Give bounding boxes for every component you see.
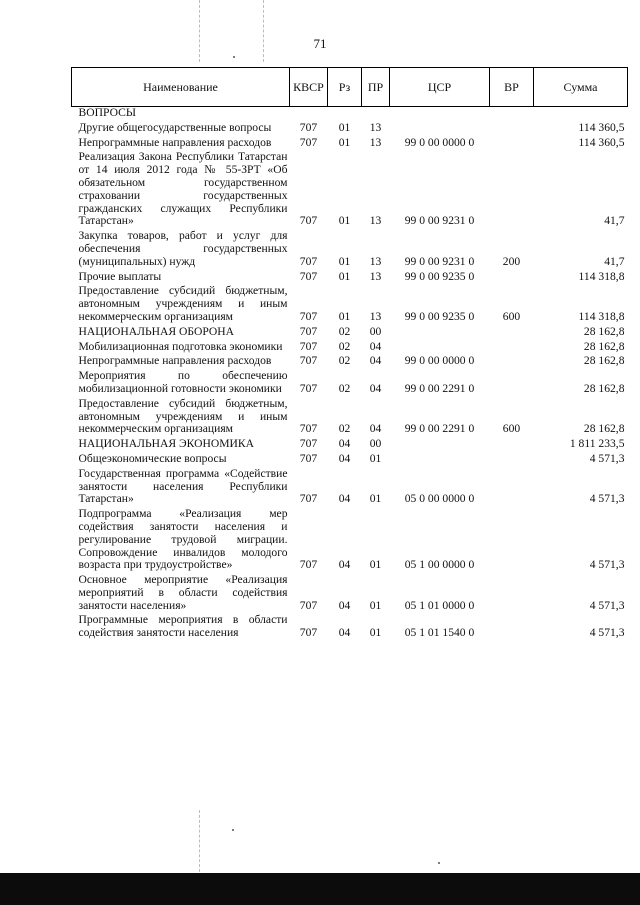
cell-sum: 28 162,8 — [583, 339, 625, 353]
table-row — [72, 353, 628, 368]
table-row — [72, 396, 628, 436]
cell-kvsr: 707 — [299, 120, 318, 134]
cell-rz: 02 — [338, 354, 351, 368]
cell-rz: 02 — [338, 422, 351, 436]
cell-kvsr: 707 — [299, 451, 318, 465]
cell-kvsr: 707 — [299, 254, 318, 268]
cell-csr — [390, 107, 490, 120]
table-row — [72, 228, 628, 268]
cell-csr: 99 0 00 2291 0 — [404, 422, 475, 436]
budget-table — [71, 67, 628, 640]
cell-csr: 05 1 01 0000 0 — [404, 598, 475, 612]
cell-csr: 99 0 00 0000 0 — [404, 354, 475, 368]
cell-name: Программные мероприятия в области содействия занятости населения — [78, 613, 288, 640]
cell-vr — [490, 107, 534, 120]
header-name: Наименование — [72, 68, 290, 107]
cell-sum: 4 571,3 — [589, 598, 625, 612]
table-row — [72, 572, 628, 612]
table-row — [72, 283, 628, 323]
cell-vr: 200 — [502, 254, 521, 268]
scan-speck — [233, 56, 235, 58]
table-row — [72, 135, 628, 150]
cell-pr: 01 — [369, 626, 382, 640]
cell-name: Прочие выплаты — [78, 269, 162, 283]
cell-vr — [490, 451, 534, 466]
cell-pr: 04 — [369, 354, 382, 368]
cell-vr — [490, 324, 534, 339]
cell-sum: 114 318,8 — [578, 309, 625, 323]
cell-sum: 114 360,5 — [578, 135, 625, 149]
cell-name: Реализация Закона Республики Татарстан от 14 июля 2012 года № 55-ЗРТ «Об обязательном государственном страховании государственных гражданских служащих Республики Татарстан» — [78, 150, 288, 228]
cell-vr — [490, 572, 534, 612]
cell-name: Другие общегосударственные вопросы — [78, 120, 272, 134]
table-row — [72, 120, 628, 135]
cell-name: Общеэкономические вопросы — [78, 451, 227, 465]
cell-pr: 01 — [369, 598, 382, 612]
cell-sum: 28 162,8 — [583, 422, 625, 436]
cell-rz: 01 — [338, 309, 351, 323]
cell-csr — [390, 451, 490, 466]
cell-kvsr: 707 — [299, 324, 318, 338]
cell-pr: 01 — [369, 492, 382, 506]
table-row — [72, 466, 628, 506]
cell-sum: 41,7 — [604, 214, 625, 228]
cell-kvsr: 707 — [299, 135, 318, 149]
cell-pr: 13 — [369, 309, 382, 323]
table-row — [72, 451, 628, 466]
cell-csr: 99 0 00 9235 0 — [404, 269, 475, 283]
cell-pr: 13 — [369, 269, 382, 283]
cell-kvsr: 707 — [299, 309, 318, 323]
cell-vr: 600 — [502, 422, 521, 436]
cell-vr — [490, 339, 534, 354]
section-row — [72, 324, 628, 339]
cell-sum: 28 162,8 — [583, 324, 625, 338]
scan-speck — [438, 862, 440, 864]
cell-kvsr: 707 — [299, 558, 318, 572]
cell-name: Закупка товаров, работ и услуг для обеспечения государственных (муниципальных) нужд — [78, 229, 288, 268]
cell-pr: 04 — [369, 381, 382, 395]
cell-csr: 99 0 00 0000 0 — [404, 135, 475, 149]
table-row — [72, 506, 628, 572]
cell-csr: 05 1 00 0000 0 — [404, 558, 475, 572]
section-row — [72, 107, 628, 120]
cell-name: Предоставление субсидий бюджетным, автономным учреждениям и иным некоммерческим организациям — [78, 284, 288, 323]
cell-vr — [490, 612, 534, 640]
cell-kvsr: 707 — [299, 214, 318, 228]
cell-rz: 02 — [338, 339, 351, 353]
cell-kvsr: 707 — [299, 422, 318, 436]
cell-csr — [390, 339, 490, 354]
header-kvsr: КВСР — [290, 68, 328, 107]
cell-name: НАЦИОНАЛЬНАЯ ОБОРОНА — [78, 324, 235, 338]
cell-vr — [490, 120, 534, 135]
cell-kvsr: 707 — [299, 354, 318, 368]
cell-csr: 99 0 00 9231 0 — [404, 254, 475, 268]
cell-vr — [490, 368, 534, 396]
cell-name: Подпрограмма «Реализация мер содействия занятости населения и регулирование трудовой миграции. Сопровождение инвалидов молодого возраста при трудоустройстве» — [78, 507, 288, 572]
cell-rz: 04 — [338, 626, 351, 640]
cell-vr: 600 — [502, 309, 521, 323]
cell-kvsr: 707 — [299, 339, 318, 353]
table-header — [72, 68, 628, 107]
table-row — [72, 269, 628, 284]
cell-csr — [390, 324, 490, 339]
cell-kvsr: 707 — [299, 598, 318, 612]
cell-rz: 02 — [338, 381, 351, 395]
cell-rz: 04 — [338, 598, 351, 612]
cell-vr — [490, 506, 534, 572]
cell-sum: 28 162,8 — [583, 354, 625, 368]
cell-vr — [490, 135, 534, 150]
cell-sum: 4 571,3 — [589, 558, 625, 572]
cell-name: Предоставление субсидий бюджетным, автономным учреждениям и иным некоммерческим организациям — [78, 396, 288, 436]
cell-vr — [490, 353, 534, 368]
cell-sum: 41,7 — [604, 254, 625, 268]
cell-pr: 13 — [369, 120, 382, 134]
page-number: 71 — [313, 36, 327, 51]
header-pr: ПР — [362, 68, 390, 107]
cell-sum: 4 571,3 — [589, 626, 625, 640]
cell-rz: 01 — [338, 120, 351, 134]
cell-sum: 114 360,5 — [578, 120, 625, 134]
cell-pr: 04 — [369, 422, 382, 436]
cell-rz: 01 — [338, 214, 351, 228]
cell-csr: 05 1 01 1540 0 — [404, 626, 475, 640]
section-row — [72, 436, 628, 451]
cell-rz: 02 — [338, 324, 351, 338]
cell-rz: 04 — [338, 451, 351, 465]
scan-line-bottom — [199, 810, 200, 872]
cell-name: Непрограммные направления расходов — [78, 135, 272, 149]
cell-kvsr: 707 — [299, 492, 318, 506]
header-csr: ЦСР — [390, 68, 490, 107]
header-sum: Сумма — [534, 68, 628, 107]
cell-name: Основное мероприятие «Реализация мероприятий в области содействия занятости населения» — [78, 573, 288, 612]
cell-csr: 99 0 00 2291 0 — [404, 381, 475, 395]
cell-rz — [328, 107, 362, 120]
cell-pr: 01 — [369, 558, 382, 572]
scan-bottom-edge — [0, 873, 640, 905]
cell-vr — [490, 466, 534, 506]
cell-vr — [490, 436, 534, 451]
table-row — [72, 149, 628, 228]
cell-rz: 04 — [338, 437, 351, 451]
cell-vr — [490, 269, 534, 284]
scan-line-mid — [263, 0, 264, 62]
cell-pr: 13 — [369, 254, 382, 268]
cell-name: НАЦИОНАЛЬНАЯ ЭКОНОМИКА — [78, 437, 255, 451]
cell-csr: 05 0 00 0000 0 — [404, 492, 475, 506]
cell-pr: 00 — [369, 437, 382, 451]
cell-kvsr: 707 — [299, 437, 318, 451]
cell-sum: 28 162,8 — [583, 381, 625, 395]
cell-pr: 04 — [369, 339, 382, 353]
cell-pr: 13 — [369, 135, 382, 149]
header-rz: Рз — [328, 68, 362, 107]
cell-csr: 99 0 00 9235 0 — [404, 309, 475, 323]
cell-kvsr: 707 — [299, 381, 318, 395]
cell-sum: 4 571,3 — [589, 451, 625, 465]
header-vr: ВР — [490, 68, 534, 107]
table-row — [72, 339, 628, 354]
cell-pr — [362, 107, 390, 120]
cell-csr — [390, 120, 490, 135]
cell-pr: 00 — [369, 324, 382, 338]
cell-kvsr: 707 — [299, 626, 318, 640]
cell-name: Государственная программа «Содействие занятости населения Республики Татарстан» — [78, 466, 288, 506]
cell-sum: 4 571,3 — [589, 492, 625, 506]
cell-csr: 99 0 00 9231 0 — [404, 214, 475, 228]
cell-kvsr: 707 — [299, 269, 318, 283]
cell-name: Непрограммные направления расходов — [78, 354, 272, 368]
cell-name: Мероприятия по обеспечению мобилизационной готовности экономики — [78, 369, 288, 395]
cell-sum: 114 318,8 — [578, 269, 625, 283]
cell-rz: 01 — [338, 135, 351, 149]
cell-rz: 01 — [338, 254, 351, 268]
table-row — [72, 368, 628, 396]
cell-sum: 1 811 233,5 — [569, 437, 625, 451]
cell-name: Мобилизационная подготовка экономики — [78, 339, 283, 353]
cell-rz: 04 — [338, 558, 351, 572]
cell-sum — [534, 107, 628, 120]
cell-pr: 01 — [369, 451, 382, 465]
cell-kvsr — [290, 107, 328, 120]
scan-line-left — [199, 0, 200, 62]
cell-name: ВОПРОСЫ — [78, 106, 136, 119]
cell-csr — [390, 436, 490, 451]
cell-pr: 13 — [369, 214, 382, 228]
cell-rz: 01 — [338, 269, 351, 283]
cell-vr — [490, 149, 534, 228]
cell-rz: 04 — [338, 492, 351, 506]
scan-speck — [232, 829, 234, 831]
table-row — [72, 612, 628, 640]
